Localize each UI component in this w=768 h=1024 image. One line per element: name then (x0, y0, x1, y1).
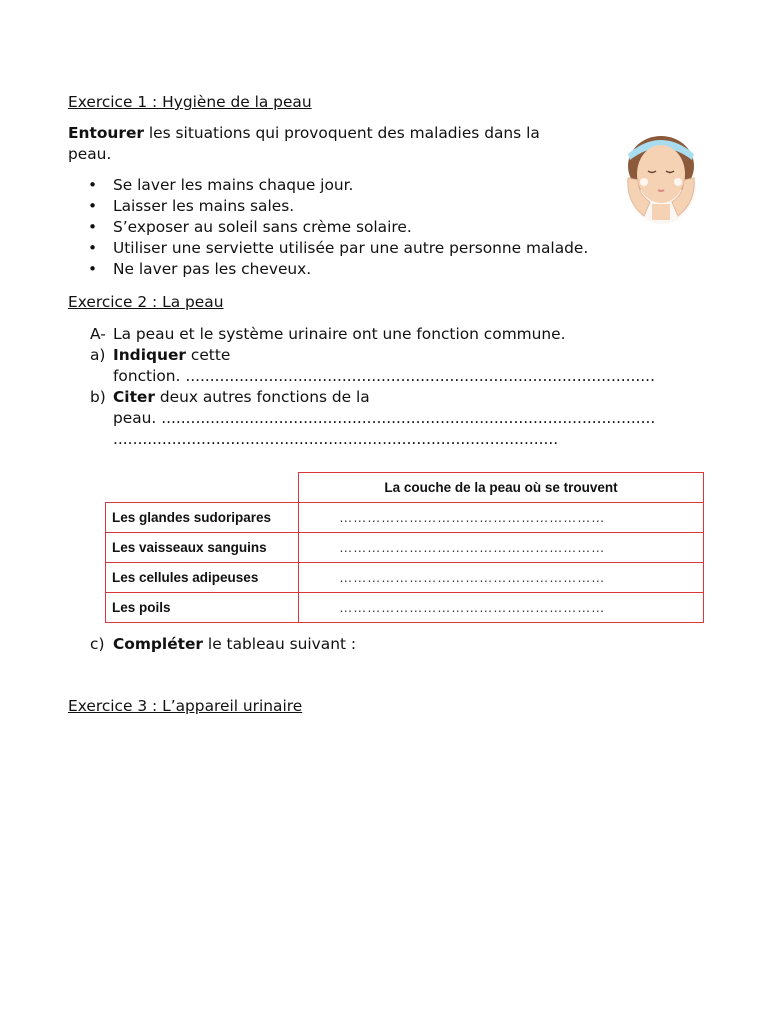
row-label: Les poils (106, 593, 299, 623)
question-b-rest: deux autres fonctions de la (154, 388, 370, 406)
table-row (106, 533, 704, 563)
exercise-2-title: Exercice 2 : La peau (68, 293, 224, 311)
face-washing-illustration (614, 124, 710, 224)
answer-line-b2[interactable]: ........................................................................................... (113, 430, 559, 448)
question-c-verb: Compléter (113, 635, 204, 653)
table-row (106, 593, 704, 623)
question-b-text (113, 388, 370, 406)
question-a-rest: cette (185, 346, 231, 364)
table-row (106, 563, 704, 593)
exercise-1-title: Exercice 1 : Hygiène de la peau (68, 93, 312, 111)
exercise-1-instruction (68, 124, 540, 142)
row-label: Les vaisseaux sanguins (106, 533, 299, 563)
table-row (106, 503, 704, 533)
answer-cell[interactable]: ………………………………………………… (299, 563, 704, 593)
row-label: Les cellules adipeuses (106, 563, 299, 593)
answer-cell[interactable]: ………………………………………………… (299, 593, 704, 623)
table-header-row (106, 473, 704, 503)
question-c-label: c) (90, 635, 105, 653)
question-b-label: b) (90, 388, 106, 406)
situations-list (88, 175, 588, 280)
question-c-text (113, 635, 356, 653)
list-item: • Laisser les mains sales. (88, 196, 588, 217)
skin-layers-table (105, 472, 704, 623)
part-a-text: La peau et le système urinaire ont une fonction commune. (113, 325, 566, 343)
list-item: • Utiliser une serviette utilisée par une autre personne malade. (88, 238, 588, 259)
answer-line-a[interactable]: fonction. ................................................................................................ (113, 367, 655, 385)
exercise-1-instruction-cont: peau. (68, 145, 112, 163)
answer-cell[interactable]: ………………………………………………… (299, 533, 704, 563)
instruction-text: les situations qui provoquent des maladies dans la (143, 124, 540, 142)
row-label: Les glandes sudoripares (106, 503, 299, 533)
answer-cell[interactable]: ………………………………………………… (299, 503, 704, 533)
question-a-verb: Indiquer (113, 346, 186, 364)
question-b-verb: Citer (113, 388, 155, 406)
table-header: La couche de la peau où se trouvent (299, 473, 704, 503)
question-a-text (113, 346, 230, 364)
part-a-label: A- (90, 325, 106, 343)
question-c-rest: le tableau suivant : (203, 635, 357, 653)
answer-line-b1[interactable]: peau. ..................................................................................................... (113, 409, 656, 427)
list-item: • Se laver les mains chaque jour. (88, 175, 588, 196)
list-item: • S’exposer au soleil sans crème solaire. (88, 217, 588, 238)
list-item: • Ne laver pas les cheveux. (88, 259, 588, 280)
table-empty-cell (106, 473, 299, 503)
question-a-label: a) (90, 346, 106, 364)
instruction-verb: Entourer (68, 124, 144, 142)
exercise-3-title: Exercice 3 : L’appareil urinaire (68, 697, 303, 715)
